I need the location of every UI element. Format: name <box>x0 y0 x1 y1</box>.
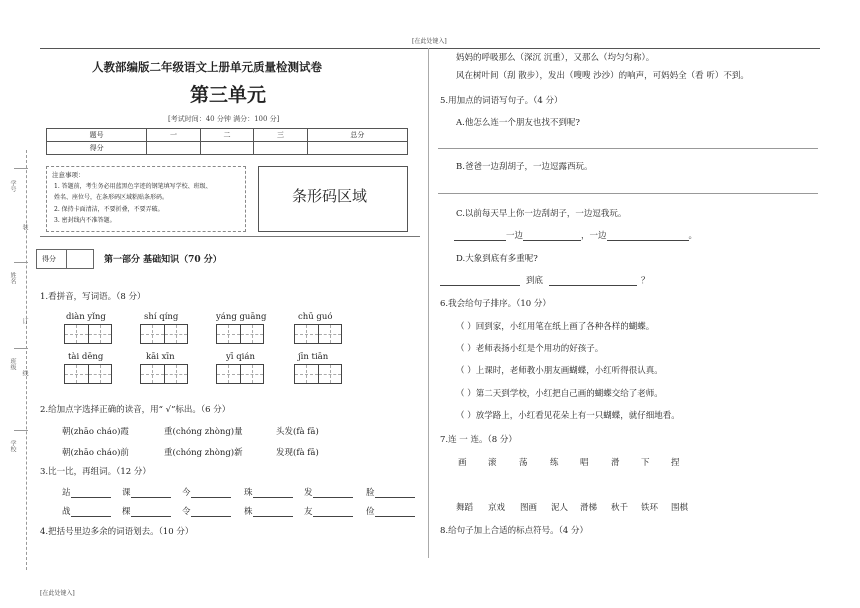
score-header-tihao: 题号 <box>47 129 147 142</box>
q3-char-9: 令 <box>182 507 191 517</box>
q3-blank-11[interactable] <box>313 507 353 517</box>
q1-grid-1[interactable] <box>64 324 112 344</box>
q7-top-2[interactable]: 滚 <box>488 458 497 468</box>
q3-char-7: 战 <box>62 507 71 517</box>
blank-xingming <box>14 262 28 263</box>
q3-char-1: 站 <box>62 488 71 498</box>
binding-label-xuexiao: 学校 <box>9 440 16 452</box>
q1-prompt: 1.看拼音，写词语。（8 分） <box>40 292 146 302</box>
q5-c-end: 。 <box>688 231 698 241</box>
column-divider <box>428 48 429 558</box>
q5-d-blank-1[interactable] <box>440 276 520 286</box>
score-table <box>46 128 408 155</box>
q7-top-7[interactable]: 下 <box>641 458 650 468</box>
q7-bottom-4[interactable]: 泥人 <box>551 503 569 513</box>
q2-item-6[interactable]: 发现(fà fā) <box>276 448 319 458</box>
q1-pinyin-3: yáng guāng <box>216 312 267 322</box>
q3-blank-3[interactable] <box>191 488 231 498</box>
q7-bottom-2[interactable]: 京戏 <box>488 503 506 513</box>
score-cell-total[interactable] <box>307 142 407 155</box>
q3-char-10: 株 <box>244 507 253 517</box>
q5-prompt: 5.用加点的词语写句子。（4 分） <box>440 96 563 106</box>
q7-bottom-8[interactable]: 围棋 <box>671 503 689 513</box>
q4-sentence-1[interactable]: 妈妈的呼吸那么（深沉 沉重），又那么（均匀匀称）。 <box>456 53 655 63</box>
q1-grid-6[interactable] <box>140 364 188 384</box>
q7-top-5[interactable]: 唱 <box>580 458 589 468</box>
q2-prompt: 2.给加点字选择正确的读音，用“ √”标出。（6 分） <box>40 405 231 415</box>
q1-pinyin-5: tài dēng <box>68 352 104 362</box>
q4-prompt: 4.把括号里边多余的词语划去。（10 分） <box>40 527 194 537</box>
q6-item-3[interactable]: （ ）上课时，老师教小朋友画蝴蝶，小红听得很认真。 <box>456 366 663 376</box>
q2-item-4[interactable]: 朝(zhāo cháo)前 <box>62 448 129 458</box>
binding-line <box>26 150 27 570</box>
q5-d: D.大象到底有多重呢? <box>456 254 538 264</box>
q3-blank-10[interactable] <box>253 507 293 517</box>
score-cell-1[interactable] <box>147 142 200 155</box>
score-header-1: 一 <box>147 129 200 142</box>
q2-item-3[interactable]: 头发(fà fā) <box>276 427 319 437</box>
q6-item-1[interactable]: （ ）回到家，小红用笔在纸上画了各种各样的蝴蝶。 <box>456 322 655 332</box>
notice-heading: 注意事项： <box>52 171 85 179</box>
binding-xian: 线 <box>21 370 28 376</box>
score-header-2: 二 <box>200 129 253 142</box>
blank-xuexiao <box>14 430 28 431</box>
footer-note: [在此处键入] <box>40 590 75 597</box>
section1-title: 第一部分 基础知识（70 分） <box>104 255 222 265</box>
q7-prompt: 7.连 一 连。（8 分） <box>440 435 517 445</box>
notice-line-3: 2. 保持卡面清洁，不要折叠，不要弄破。 <box>54 206 164 213</box>
q4-sentence-2[interactable]: 风在树叶间（刮 散步），发出（嗖嗖 沙沙）的响声，可妈妈全（看 听）不到。 <box>456 71 749 81</box>
blank-xuehao <box>14 168 28 169</box>
q7-top-3[interactable]: 荡 <box>519 458 528 468</box>
q5-a: A.他怎么连一个朋友也找不到呢? <box>456 118 580 128</box>
notice-line-4: 3. 密封线内不准答题。 <box>54 217 116 224</box>
q3-char-11: 友 <box>304 507 313 517</box>
q3-blank-2[interactable] <box>131 488 171 498</box>
q5-d-blank-2[interactable] <box>549 276 637 286</box>
exam-title: 人教部编版二年级语文上册单元质量检测试卷 <box>92 60 322 74</box>
q1-grid-4[interactable] <box>294 324 342 344</box>
q1-grid-5[interactable] <box>64 364 112 384</box>
section-rule <box>40 236 420 237</box>
q3-char-2: 课 <box>122 488 131 498</box>
q1-grid-8[interactable] <box>294 364 342 384</box>
score-header-total: 总分 <box>307 129 407 142</box>
q5-a-answer-line[interactable] <box>438 148 818 149</box>
q5-d-mid: 到底 <box>526 276 544 286</box>
barcode-label: 条形码区域 <box>292 187 368 205</box>
binding-ding: 订 <box>21 318 28 324</box>
q5-c-blank-1[interactable] <box>454 231 506 241</box>
q6-item-4[interactable]: （ ）第二天到学校，小红把自己画的蝴蝶交给了老师。 <box>456 389 663 399</box>
q7-top-1[interactable]: 画 <box>458 458 467 468</box>
q3-blank-12[interactable] <box>375 507 415 517</box>
q7-top-6[interactable]: 滑 <box>611 458 620 468</box>
q3-char-6: 脸 <box>366 488 375 498</box>
exam-info: [考试时间：40 分钟 满分：100 分] <box>168 115 280 123</box>
q7-bottom-6[interactable]: 秋千 <box>611 503 629 513</box>
q3-blank-6[interactable] <box>375 488 415 498</box>
q3-char-8: 棵 <box>122 507 131 517</box>
q6-prompt: 6.我会给句子排序。（10 分） <box>440 299 551 309</box>
q3-char-5: 发 <box>304 488 313 498</box>
q7-bottom-1[interactable]: 舞蹈 <box>456 503 474 513</box>
header-note: [在此处键入] <box>412 38 447 45</box>
score-cell-3[interactable] <box>254 142 307 155</box>
q1-grid-2[interactable] <box>140 324 188 344</box>
q1-pinyin-7: yī qián <box>226 352 255 362</box>
score-row-label: 得分 <box>47 142 147 155</box>
q3-blank-1[interactable] <box>71 488 111 498</box>
binding-zhuang: 装 <box>21 224 28 230</box>
section-score-divider <box>66 249 67 268</box>
q2-item-2[interactable]: 重(chóng zhòng)量 <box>164 427 243 437</box>
q2-item-5[interactable]: 重(chóng zhòng)新 <box>164 448 243 458</box>
q5-c: C.以前每天早上你一边刮胡子，一边逗我玩。 <box>456 209 627 219</box>
q1-pinyin-2: shí qíng <box>144 312 179 322</box>
q7-bottom-7[interactable]: 铁环 <box>641 503 659 513</box>
q1-pinyin-8: jīn tiān <box>298 352 329 362</box>
q7-top-8[interactable]: 捏 <box>671 458 680 468</box>
q3-char-12: 俭 <box>366 507 375 517</box>
notice-line-2: 姓名、座位号，在条形码区域粘贴条形码。 <box>54 194 169 201</box>
binding-label-xuehao: 学号 <box>9 180 16 192</box>
q3-blank-5[interactable] <box>313 488 353 498</box>
q7-top-4[interactable]: 练 <box>550 458 559 468</box>
q5-c-mid: 一边 <box>506 231 524 241</box>
top-rule <box>40 48 820 49</box>
q5-c-blank-3[interactable] <box>607 231 689 241</box>
q3-blank-7[interactable] <box>71 507 111 517</box>
q6-item-5[interactable]: （ ）放学路上，小红看见花朵上有一只蝴蝶，就仔细地看。 <box>456 411 680 421</box>
binding-label-banji: 班级 <box>9 358 16 370</box>
q5-c-mid2: ，一边 <box>581 231 607 241</box>
q5-b: B.爸爸一边刮胡子，一边逗露西玩。 <box>456 162 593 172</box>
q3-blank-4[interactable] <box>253 488 293 498</box>
q5-b-answer-line[interactable] <box>438 193 818 194</box>
q1-pinyin-4: chū guó <box>298 312 333 322</box>
q1-grid-7[interactable] <box>216 364 264 384</box>
q3-blank-8[interactable] <box>131 507 171 517</box>
q1-pinyin-1: diàn yǐng <box>66 312 106 322</box>
q7-bottom-5[interactable]: 滑梯 <box>580 503 598 513</box>
score-header-3: 三 <box>254 129 307 142</box>
binding-label-xingming: 姓名 <box>9 272 16 284</box>
q7-bottom-3[interactable]: 图画 <box>520 503 538 513</box>
q3-prompt: 3.比一比，再组词。（12 分） <box>40 467 151 477</box>
q1-pinyin-6: kāi xīn <box>146 352 175 362</box>
q3-char-4: 珠 <box>244 488 253 498</box>
q8-prompt: 8.给句子加上合适的标点符号。（4 分） <box>440 526 588 536</box>
blank-banji <box>14 348 28 349</box>
q5-c-blank-2[interactable] <box>523 231 581 241</box>
score-cell-2[interactable] <box>200 142 253 155</box>
q5-d-end: ？ <box>641 276 650 286</box>
q2-item-1[interactable]: 朝(zhāo cháo)霞 <box>62 427 129 437</box>
unit-title: 第三单元 <box>190 84 267 106</box>
q6-item-2[interactable]: （ ）老师表扬小红是个用功的好孩子。 <box>456 344 604 354</box>
notice-line-1: 1. 答题前，考生务必用蓝黑色字迹的钢笔填写学校、班级、 <box>54 183 212 190</box>
q1-grid-3[interactable] <box>216 324 264 344</box>
q3-char-3: 今 <box>182 488 191 498</box>
q3-blank-9[interactable] <box>191 507 231 517</box>
section-score-label: 得分 <box>42 255 56 263</box>
